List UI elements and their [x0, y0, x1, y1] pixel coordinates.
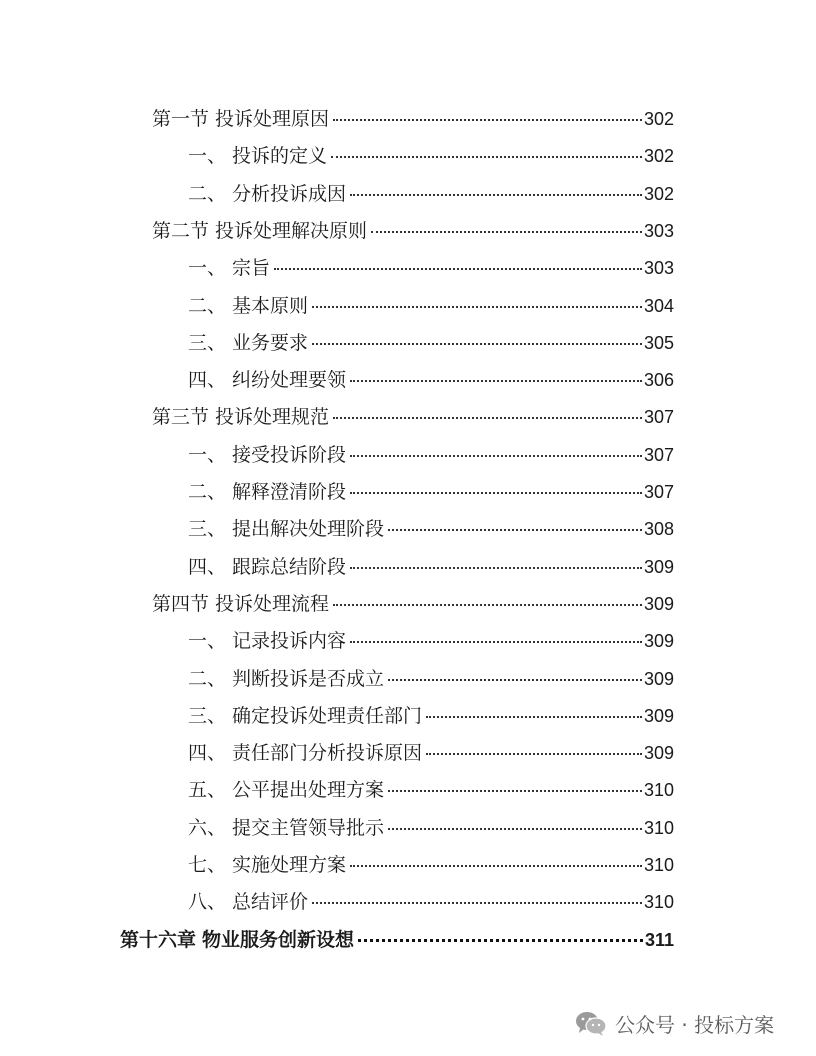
dot-leader [350, 455, 642, 457]
toc-entry-prefix: 第十六章 [120, 928, 197, 951]
toc-entry-page-number: 307 [643, 407, 674, 428]
toc-entry-prefix: 六、 [188, 816, 227, 839]
dot-leader [331, 156, 642, 158]
toc-entry-label [152, 107, 329, 131]
dot-leader [350, 380, 642, 382]
dot-leader [350, 567, 642, 569]
toc-entry-page-number: 309 [643, 631, 674, 652]
toc-entry-prefix: 五、 [188, 779, 227, 802]
toc-entry[interactable] [188, 443, 674, 467]
toc-entry[interactable] [188, 517, 674, 541]
toc-entry-title: 投诉处理规范 [215, 406, 330, 429]
toc-entry[interactable] [188, 331, 674, 355]
toc-entry-prefix: 第三节 [152, 406, 210, 429]
toc-entry-title: 解释澄清阶段 [232, 481, 347, 503]
dot-leader [426, 716, 642, 718]
toc-entry[interactable] [152, 592, 674, 616]
dot-leader [350, 641, 642, 643]
toc-entry-title: 记录投诉内容 [232, 630, 347, 653]
toc-entry-label [188, 704, 422, 728]
toc-entry-prefix: 三、 [188, 518, 227, 541]
toc-entry-title: 判断投诉是否成立 [232, 667, 385, 690]
toc-entry-title: 物业服务创新设想 [202, 928, 355, 951]
toc-entry-label [188, 853, 346, 877]
toc-entry-label [188, 667, 384, 691]
toc-entry-page-number: 303 [643, 258, 674, 279]
toc-entry-prefix: 七、 [188, 854, 227, 876]
toc-entry-title: 公平提出处理方案 [232, 779, 385, 802]
dot-leader [333, 119, 642, 121]
toc-entry-page-number: 307 [643, 482, 674, 502]
toc-entry-prefix: 三、 [188, 331, 227, 354]
toc-entry-title: 提出解决处理阶段 [232, 518, 385, 541]
toc-entry[interactable] [188, 890, 674, 914]
toc-entry-title: 总结评价 [232, 891, 309, 914]
toc-entry-title: 业务要求 [232, 331, 309, 354]
toc-entry-prefix: 一、 [188, 257, 227, 280]
toc-entry-title: 投诉处理解决原则 [215, 219, 368, 242]
toc-entry-prefix: 第一节 [152, 108, 210, 130]
toc-entry[interactable] [188, 555, 674, 579]
toc-entry[interactable] [188, 294, 674, 318]
toc-entry-label [188, 629, 346, 653]
toc-entry-label [152, 405, 329, 429]
toc-entry-title: 分析投诉成因 [232, 182, 347, 205]
toc-entry-title: 基本原则 [232, 294, 309, 317]
dot-leader [350, 194, 642, 196]
toc-entry-label [152, 219, 367, 243]
toc-entry-prefix: 四、 [188, 369, 227, 392]
toc-entry-prefix: 八、 [188, 891, 227, 914]
toc-entry-prefix: 三、 [188, 704, 227, 727]
dot-leader [388, 529, 642, 531]
toc-entry-page-number: 310 [643, 817, 674, 838]
toc-entry-page-number: 310 [643, 855, 674, 875]
toc-entry-page-number: 305 [643, 332, 674, 353]
dot-leader [312, 343, 642, 345]
toc-entry-title: 投诉处理流程 [215, 592, 330, 615]
dot-leader [333, 604, 642, 606]
toc-entry-title: 宗旨 [232, 257, 271, 280]
toc-entry-page-number: 310 [643, 892, 674, 913]
toc-entry-prefix: 四、 [188, 555, 227, 578]
toc-entry-title: 投诉的定义 [232, 145, 328, 168]
dot-leader [388, 790, 642, 792]
toc-entry-title: 实施处理方案 [232, 854, 347, 876]
toc-entry-label [188, 517, 384, 541]
toc-entry-page-number: 302 [643, 146, 674, 167]
toc-entry-page-number: 309 [643, 556, 674, 577]
toc-entry[interactable] [188, 182, 674, 206]
toc-entry[interactable] [188, 629, 674, 653]
toc-entry[interactable] [152, 219, 674, 243]
dot-leader [312, 306, 642, 308]
toc-entry-label [188, 256, 270, 280]
toc-entry-page-number: 302 [643, 183, 674, 204]
toc-entry-prefix: 二、 [188, 182, 227, 205]
toc-entry-page-number: 304 [643, 295, 674, 316]
toc-entry-title: 投诉处理原因 [215, 108, 330, 130]
toc-entry-page-number: 302 [643, 109, 674, 129]
toc-entry[interactable] [188, 778, 674, 802]
toc-entry-page-number: 309 [643, 743, 674, 764]
toc-entry-label [152, 592, 329, 616]
toc-entry-label [188, 331, 308, 355]
toc-entry-prefix: 一、 [188, 145, 227, 168]
toc-entry-label [188, 368, 346, 392]
toc-entry-page-number: 306 [643, 370, 674, 391]
dot-leader [358, 939, 643, 942]
dot-leader [312, 902, 642, 904]
toc-entry[interactable] [188, 368, 674, 392]
dot-leader [371, 231, 642, 233]
toc-entry-title: 确定投诉处理责任部门 [232, 704, 423, 727]
toc-entry-title: 提交主管领导批示 [232, 816, 385, 839]
toc-entry-prefix: 二、 [188, 481, 227, 503]
toc-entry[interactable] [188, 816, 674, 840]
dot-leader [426, 753, 642, 755]
toc-entry-page-number: 307 [643, 444, 674, 465]
toc-entry-page-number: 308 [643, 519, 674, 540]
toc-entry[interactable] [152, 405, 674, 429]
toc-entry-label [188, 555, 346, 579]
toc-entry-prefix: 二、 [188, 294, 227, 317]
toc-entry-prefix: 四、 [188, 742, 227, 765]
toc-entry-page-number: 309 [643, 668, 674, 689]
toc-entry-label [188, 890, 308, 914]
toc-entry-page-number: 309 [643, 593, 674, 614]
toc-entry-prefix: 二、 [188, 667, 227, 690]
dot-leader [388, 679, 642, 681]
toc-entry[interactable] [188, 480, 674, 504]
dot-leader [388, 828, 642, 830]
toc-entry-label [188, 778, 384, 802]
toc-entry-prefix: 第四节 [152, 592, 210, 615]
toc-entry-title: 跟踪总结阶段 [232, 555, 347, 578]
toc-entry-prefix: 一、 [188, 443, 227, 466]
dot-leader [350, 865, 642, 867]
toc-entry-label [188, 480, 346, 504]
watermark [575, 1009, 774, 1038]
toc-entry-label [188, 182, 346, 206]
toc-entry-page-number: 303 [643, 220, 674, 241]
toc-entry[interactable] [188, 144, 674, 168]
wechat-icon [575, 1011, 607, 1037]
toc-entry-prefix: 一、 [188, 630, 227, 653]
toc-entry[interactable] [188, 741, 674, 765]
toc-entry-label [188, 144, 327, 168]
toc-entry-page-number: 310 [643, 780, 674, 801]
dot-leader [350, 492, 642, 494]
toc-entry-title: 纠纷处理要领 [232, 369, 347, 392]
dot-leader [333, 417, 642, 419]
toc-entry-page-number: 309 [643, 705, 674, 726]
toc-entry-label [188, 294, 308, 318]
toc-entry[interactable] [120, 928, 674, 952]
toc-entry-label [120, 928, 354, 952]
toc-entry-title: 接受投诉阶段 [232, 443, 347, 466]
toc-entry-label [188, 741, 422, 765]
toc-entry[interactable] [188, 667, 674, 691]
dot-leader [274, 268, 642, 270]
toc-entry[interactable] [152, 107, 674, 131]
toc-entry-label [188, 816, 384, 840]
toc-entry[interactable] [188, 256, 674, 280]
toc-entry[interactable] [188, 853, 674, 877]
toc-entry-title: 责任部门分析投诉原因 [232, 742, 423, 765]
toc-entry[interactable] [188, 704, 674, 728]
watermark-text: 公众号 · 投标方案 [615, 1013, 775, 1037]
toc-entry-label [188, 443, 346, 467]
toc-entry-prefix: 第二节 [152, 219, 210, 242]
toc-entry-page-number: 311 [644, 929, 674, 950]
